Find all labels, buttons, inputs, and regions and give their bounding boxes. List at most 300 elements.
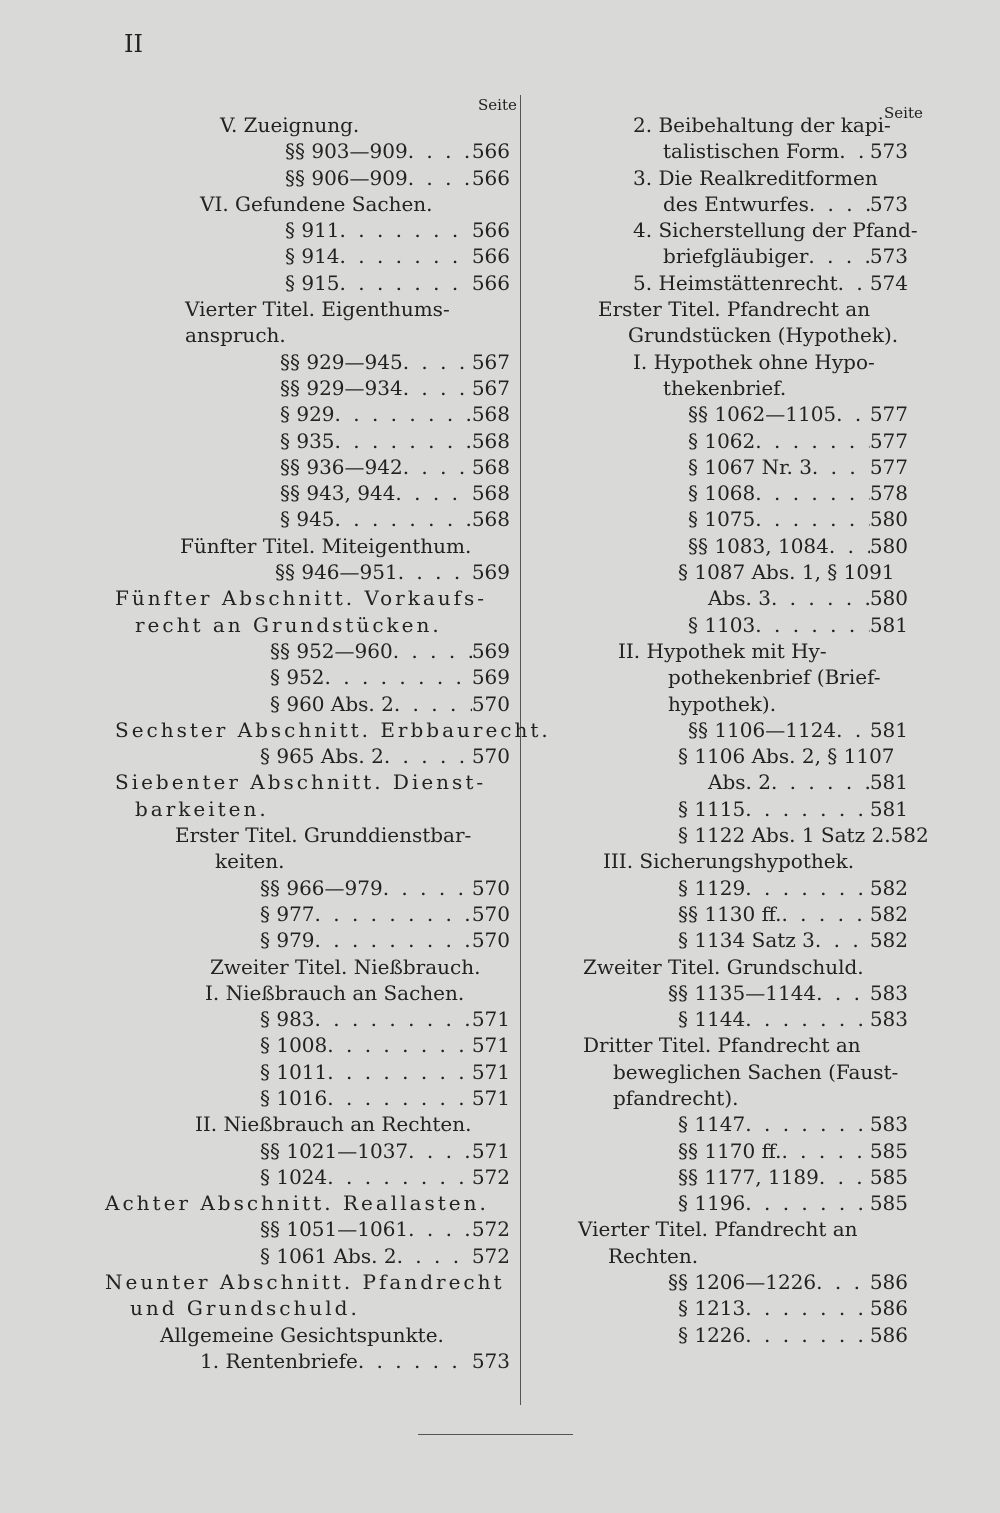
toc-entry-text: § 965 Abs. 2 [260, 744, 384, 769]
toc-entry-text: § 1144 [678, 1007, 746, 1032]
toc-entry-text: Grundstücken (Hypothek). [628, 323, 899, 348]
toc-entry-page: 570 [471, 928, 510, 953]
toc-entry-text: §§ 1083, 1084 [688, 533, 829, 558]
toc-entry-page: 571 [471, 1007, 510, 1032]
dot-leader [315, 1006, 472, 1032]
toc-entry [100, 717, 551, 743]
dot-leader [327, 1085, 472, 1111]
toc-entry-page: 580 [869, 507, 908, 532]
dot-leader [839, 138, 870, 164]
dot-leader [327, 1032, 472, 1058]
toc-entry-text: § 1024 [260, 1164, 328, 1189]
toc-entry-text: § 983 [260, 1007, 315, 1032]
toc-entry-page: 573 [869, 191, 908, 216]
dot-leader [816, 980, 870, 1006]
toc-entry-page: 569 [471, 560, 510, 585]
toc-entry-text: Achter Abschnitt. Reallasten. [105, 1191, 489, 1216]
dot-leader [327, 1164, 472, 1190]
toc-entry-text: §§ 1021—1037 [260, 1138, 409, 1163]
dot-leader [829, 533, 870, 559]
toc-entry-text: § 1087 Abs. 1, § 1091 [678, 560, 895, 585]
toc-entry [578, 506, 908, 532]
toc-entry [100, 743, 510, 769]
toc-entry [100, 1006, 510, 1032]
dot-leader [816, 1269, 870, 1295]
toc-entry-page: 568 [471, 507, 510, 532]
toc-entry [100, 1295, 510, 1321]
dot-leader [815, 927, 870, 953]
toc-entry-text: § 952 [270, 665, 325, 690]
toc-entry-text: § 1147 [678, 1112, 746, 1137]
dot-leader [838, 270, 870, 296]
dot-leader [335, 401, 472, 427]
toc-entry-page: 577 [869, 454, 908, 479]
toc-entry [578, 165, 908, 191]
toc-entry [578, 1295, 908, 1321]
toc-entry [578, 138, 908, 164]
toc-entry [100, 112, 510, 138]
toc-entry [100, 217, 510, 243]
toc-entry [578, 691, 908, 717]
toc-entry-text: §§ 1062—1105 [688, 402, 837, 427]
toc-entry [578, 1111, 908, 1137]
dot-leader [408, 165, 472, 191]
toc-entry-page: 585 [869, 1191, 908, 1216]
toc-entry-text: II. Nießbrauch an Rechten. [195, 1112, 472, 1137]
toc-entry [578, 717, 908, 743]
toc-entry [578, 664, 908, 690]
toc-entry-text: § 1075 [688, 507, 756, 532]
toc-entry [100, 691, 510, 717]
toc-entry-text: §§ 1135—1144 [668, 980, 817, 1005]
toc-entry-text: V. Zueignung. [220, 113, 360, 137]
toc-entry [100, 769, 510, 795]
toc-entry [578, 1138, 908, 1164]
toc-entry-page: 582 [869, 875, 908, 900]
toc-entry-page: 568 [471, 481, 510, 506]
toc-entry [100, 980, 510, 1006]
toc-entry-text: des Entwurfes [663, 191, 809, 216]
toc-entry-text: §§ 1106—1124 [688, 717, 837, 742]
toc-entry [578, 954, 908, 980]
toc-entry [100, 401, 510, 427]
toc-entry [100, 638, 510, 664]
toc-entry-page: 583 [869, 1112, 908, 1137]
toc-entry [578, 375, 908, 401]
toc-entry-page: 585 [869, 1164, 908, 1189]
dot-leader [327, 1059, 472, 1085]
toc-entry-page: 567 [471, 349, 510, 374]
dot-leader [836, 717, 870, 743]
toc-entry [100, 375, 510, 401]
toc-entry [578, 112, 908, 138]
toc-entry [100, 954, 510, 980]
dot-leader [397, 1243, 472, 1269]
toc-entry-text: §§ 906—909 [285, 165, 408, 190]
toc-entry-text: Zweiter Titel. Nießbrauch. [210, 954, 481, 979]
dot-leader [745, 1111, 870, 1137]
dot-leader [745, 1322, 870, 1348]
toc-entry-text: Sechster Abschnitt. Erbbaurecht. [115, 717, 551, 742]
dot-leader [358, 1348, 472, 1374]
toc-entry [100, 1269, 510, 1295]
toc-entry-page: 585 [869, 1138, 908, 1163]
toc-entry-text: § 1122 Abs. 1 Satz 2. [678, 823, 891, 848]
toc-entry [100, 1164, 510, 1190]
toc-entry [578, 1085, 908, 1111]
toc-entry [100, 454, 510, 480]
toc-entry-page: 570 [471, 691, 510, 716]
toc-entry-text: § 1062 [688, 428, 756, 453]
toc-entry-text: § 914 [285, 244, 340, 269]
toc-entry-page: 586 [869, 1296, 908, 1321]
toc-entry-text: § 1226 [678, 1322, 746, 1347]
toc-entry-text: 4. Sicherstellung der Pfand- [633, 218, 918, 243]
toc-entry-text: § 1213 [678, 1296, 746, 1321]
toc-entry [100, 428, 510, 454]
seite-header-right: Seite [884, 104, 923, 122]
toc-entry-text: §§ 929—934 [280, 375, 403, 400]
toc-entry [578, 848, 908, 874]
toc-entry-text: keiten. [215, 849, 285, 874]
toc-entry-text: §§ 936—942 [280, 454, 403, 479]
toc-entry-text: § 929 [280, 402, 335, 427]
toc-entry [100, 664, 510, 690]
toc-entry-text: §§ 929—945 [280, 349, 403, 374]
dot-leader [383, 875, 472, 901]
toc-entry [578, 743, 908, 769]
toc-entry-page: 566 [471, 218, 510, 243]
dot-leader [809, 191, 870, 217]
toc-entry-text: §§ 966—979 [260, 875, 383, 900]
toc-entry [100, 848, 510, 874]
toc-entry [100, 1243, 510, 1269]
toc-entry-page: 581 [869, 770, 908, 795]
toc-entry-page: 577 [869, 428, 908, 453]
dot-leader [808, 243, 869, 269]
toc-entry-text: § 911 [285, 218, 340, 243]
toc-entry-page: 568 [471, 428, 510, 453]
toc-entry-page: 581 [869, 796, 908, 821]
toc-entry [578, 1059, 908, 1085]
toc-entry [578, 349, 908, 375]
toc-entry [100, 1111, 510, 1137]
dot-leader [755, 480, 870, 506]
toc-entry-page: 578 [869, 481, 908, 506]
toc-entry [578, 875, 908, 901]
dot-leader [403, 349, 472, 375]
toc-entry-text: briefgläubiger [663, 244, 809, 269]
toc-entry-text: §§ 1051—1061 [260, 1217, 409, 1242]
toc-entry-text: §§ 1170 ff. [678, 1138, 782, 1163]
toc-entry [578, 638, 908, 664]
toc-entry-text: § 1196 [678, 1191, 746, 1216]
toc-entry-page: 581 [869, 717, 908, 742]
toc-entry-text: Rechten. [608, 1243, 699, 1268]
toc-entry-text: § 1068 [688, 481, 756, 506]
toc-entry-text: Fünfter Abschnitt. Vorkaufs- [115, 586, 488, 611]
toc-entry [578, 401, 908, 427]
dot-leader [315, 901, 472, 927]
toc-entry [100, 796, 510, 822]
toc-entry [578, 559, 908, 585]
dot-leader [325, 664, 472, 690]
toc-entry-text: Erster Titel. Grunddienstbar- [175, 823, 472, 848]
toc-entry [100, 296, 510, 322]
toc-entry-page: 573 [869, 139, 908, 164]
toc-entry [100, 1085, 510, 1111]
dot-leader [755, 506, 870, 532]
toc-entry-text: Dritter Titel. Pfandrecht an [583, 1033, 861, 1058]
dot-leader [745, 875, 870, 901]
toc-entry-text: § 1067 Nr. 3 [688, 454, 812, 479]
toc-entry-text: §§ 1206—1226 [668, 1270, 817, 1295]
toc-entry [578, 927, 908, 953]
toc-entry-text: §§ 952—960 [270, 638, 393, 663]
toc-entry-text: anspruch. [185, 323, 286, 348]
toc-entry-page: 577 [869, 402, 908, 427]
toc-entry-page: 580 [869, 533, 908, 558]
toc-entry-text: Fünfter Titel. Miteigenthum. [180, 533, 472, 558]
toc-entry [100, 822, 510, 848]
toc-entry-page: 566 [471, 139, 510, 164]
dot-leader [745, 796, 870, 822]
toc-entry-text: § 1016 [260, 1085, 328, 1110]
toc-entry-text: 1. Rentenbriefe [200, 1348, 358, 1373]
toc-entry-text: barkeiten. [135, 796, 269, 821]
toc-entry-page: 573 [471, 1348, 510, 1373]
toc-entry-text: § 977 [260, 901, 315, 926]
toc-entry [578, 296, 908, 322]
toc-entry-page: 566 [471, 270, 510, 295]
dot-leader [335, 506, 472, 532]
toc-entry-text: § 1103 [688, 612, 756, 637]
dot-leader [819, 1164, 870, 1190]
toc-entry [578, 822, 929, 848]
toc-entry-page: 569 [471, 665, 510, 690]
toc-entry-text: Vierter Titel. Pfandrecht an [578, 1217, 858, 1242]
toc-entry [578, 1216, 908, 1242]
toc-entry [578, 217, 918, 243]
dot-leader [771, 769, 870, 795]
toc-entry-page: 580 [869, 586, 908, 611]
toc-entry-page: 582 [890, 823, 929, 848]
toc-entry-text: Erster Titel. Pfandrecht an [598, 297, 871, 322]
toc-entry-text: Siebenter Abschnitt. Dienst- [115, 770, 487, 795]
dot-leader [403, 375, 472, 401]
toc-entry [100, 349, 510, 375]
toc-entry-text: thekenbrief. [663, 375, 787, 400]
toc-entry-text: § 979 [260, 928, 315, 953]
toc-entry-text: 2. Beibehaltung der kapi- [633, 113, 891, 137]
toc-entry [578, 901, 908, 927]
toc-entry-text: Abs. 2 [708, 770, 771, 795]
toc-entry-text: und Grundschuld. [130, 1296, 360, 1321]
toc-entry [578, 1190, 908, 1216]
toc-entry-page: 582 [869, 928, 908, 953]
toc-entry-text: VI. Gefundene Sachen. [200, 191, 433, 216]
seite-header-left: Seite [478, 96, 517, 114]
toc-entry-text: Neunter Abschnitt. Pfandrecht [105, 1270, 505, 1295]
dot-leader [408, 1138, 472, 1164]
dot-leader [394, 691, 472, 717]
dot-leader [408, 1216, 472, 1242]
dot-leader [340, 243, 472, 269]
toc-entry-page: 572 [471, 1164, 510, 1189]
toc-entry [578, 585, 908, 611]
toc-entry-text: Abs. 3 [708, 586, 771, 611]
toc-entry [100, 1348, 510, 1374]
toc-entry [100, 1059, 510, 1085]
toc-entry-text: § 1061 Abs. 2 [260, 1243, 397, 1268]
toc-entry [578, 428, 908, 454]
toc-entry-text: I. Nießbrauch an Sachen. [205, 980, 465, 1005]
toc-entry-page: 566 [471, 244, 510, 269]
toc-entry-page: 571 [471, 1033, 510, 1058]
toc-entry-page: 583 [869, 1007, 908, 1032]
toc-entry [100, 901, 510, 927]
toc-entry [578, 1032, 908, 1058]
dot-leader [398, 559, 472, 585]
toc-entry-text: Allgemeine Gesichtspunkte. [160, 1322, 444, 1347]
toc-entry-text: § 1134 Satz 3 [678, 928, 815, 953]
toc-entry-text: § 1008 [260, 1033, 328, 1058]
toc-entry [100, 165, 510, 191]
toc-entry-page: 572 [471, 1217, 510, 1242]
toc-entry-page: 570 [471, 901, 510, 926]
dot-leader [836, 401, 870, 427]
toc-entry [578, 191, 908, 217]
toc-entry [100, 1138, 510, 1164]
toc-entry-text: § 1115 [678, 796, 746, 821]
toc-entry-page: 568 [471, 454, 510, 479]
dot-leader [771, 585, 870, 611]
toc-entry-page: 571 [471, 1059, 510, 1084]
toc-entry [578, 1006, 908, 1032]
toc-entry [578, 1269, 908, 1295]
toc-entry-text: Vierter Titel. Eigenthums- [185, 297, 450, 322]
toc-entry-text: talistischen Form [663, 139, 840, 164]
toc-entry [100, 1032, 510, 1058]
toc-entry-text: §§ 903—909 [285, 139, 408, 164]
toc-entry [578, 1243, 908, 1269]
toc-entry [578, 1164, 908, 1190]
toc-entry-text: § 1106 Abs. 2, § 1107 [678, 744, 895, 769]
toc-entry [578, 270, 908, 296]
dot-leader [755, 428, 870, 454]
toc-entry-page: 581 [869, 612, 908, 637]
toc-entry-text: 5. Heimstättenrecht [633, 270, 838, 295]
toc-entry-page: 567 [471, 375, 510, 400]
toc-entry-page: 570 [471, 744, 510, 769]
dot-leader [745, 1190, 870, 1216]
toc-entry-text: §§ 946—951 [275, 560, 398, 585]
toc-entry-page: 582 [869, 901, 908, 926]
toc-entry-text: 3. Die Realkreditformen [633, 165, 878, 190]
toc-entry [578, 480, 908, 506]
column-divider [520, 95, 521, 1405]
toc-entry-text: §§ 943, 944 [280, 481, 396, 506]
toc-entry-text: Zweiter Titel. Grundschuld. [583, 954, 864, 979]
toc-entry-text: §§ 1177, 1189 [678, 1164, 819, 1189]
toc-entry [100, 1190, 510, 1216]
toc-entry [100, 585, 510, 611]
toc-entry [100, 927, 510, 953]
toc-entry-page: 571 [471, 1138, 510, 1163]
toc-entry-text: hypothek). [668, 691, 777, 716]
dot-leader [384, 743, 472, 769]
toc-entry-text: recht an Grundstücken. [135, 612, 442, 637]
toc-entry-text: III. Sicherungshypothek. [603, 849, 855, 874]
dot-leader [755, 612, 870, 638]
toc-entry [578, 322, 908, 348]
dot-leader [315, 927, 472, 953]
toc-entry-text: § 1011 [260, 1059, 328, 1084]
toc-entry-page: 572 [471, 1243, 510, 1268]
toc-entry [100, 506, 510, 532]
left-column [100, 112, 551, 1374]
toc-entry [100, 270, 510, 296]
toc-entry-text: § 915 [285, 270, 340, 295]
toc-entry-page: 574 [869, 270, 908, 295]
toc-entry [100, 559, 510, 585]
toc-entry-page: 569 [471, 638, 510, 663]
toc-entry [100, 612, 510, 638]
toc-entry-text: pothekenbrief (Brief- [668, 665, 881, 690]
toc-entry [578, 769, 908, 795]
dot-leader [340, 270, 472, 296]
toc-entry [100, 191, 510, 217]
toc-entry [578, 980, 908, 1006]
bottom-rule [418, 1434, 573, 1435]
dot-leader [745, 1295, 870, 1321]
toc-entry [100, 138, 510, 164]
dot-leader [340, 217, 472, 243]
toc-entry [100, 243, 510, 269]
toc-entry [100, 1216, 510, 1242]
toc-entry-page: 583 [869, 980, 908, 1005]
dot-leader [745, 1006, 870, 1032]
toc-entry-text: § 945 [280, 507, 335, 532]
dot-leader [393, 638, 472, 664]
toc-entry [100, 322, 510, 348]
page-number: II [124, 30, 143, 58]
toc-entry-text: § 935 [280, 428, 335, 453]
toc-entry [578, 1322, 908, 1348]
dot-leader [335, 428, 472, 454]
toc-entry-text: §§ 1130 ff. [678, 901, 782, 926]
toc-entry-text: pfandrecht). [613, 1085, 739, 1110]
toc-entry [578, 454, 908, 480]
toc-entry-text: II. Hypothek mit Hy- [618, 638, 827, 663]
dot-leader [781, 901, 869, 927]
toc-entry-text: I. Hypothek ohne Hypo- [633, 349, 875, 374]
toc-entry-page: 573 [869, 244, 908, 269]
dot-leader [395, 480, 471, 506]
toc-entry [578, 243, 908, 269]
toc-entry-page: 568 [471, 402, 510, 427]
toc-entry [100, 533, 510, 559]
dot-leader [781, 1138, 869, 1164]
toc-entry [578, 533, 908, 559]
toc-entry [100, 480, 510, 506]
toc-entry [578, 796, 908, 822]
toc-entry [578, 612, 908, 638]
toc-entry [100, 875, 510, 901]
dot-leader [812, 454, 870, 480]
toc-entry-text: § 1129 [678, 875, 746, 900]
toc-entry-text: § 960 Abs. 2 [270, 691, 394, 716]
